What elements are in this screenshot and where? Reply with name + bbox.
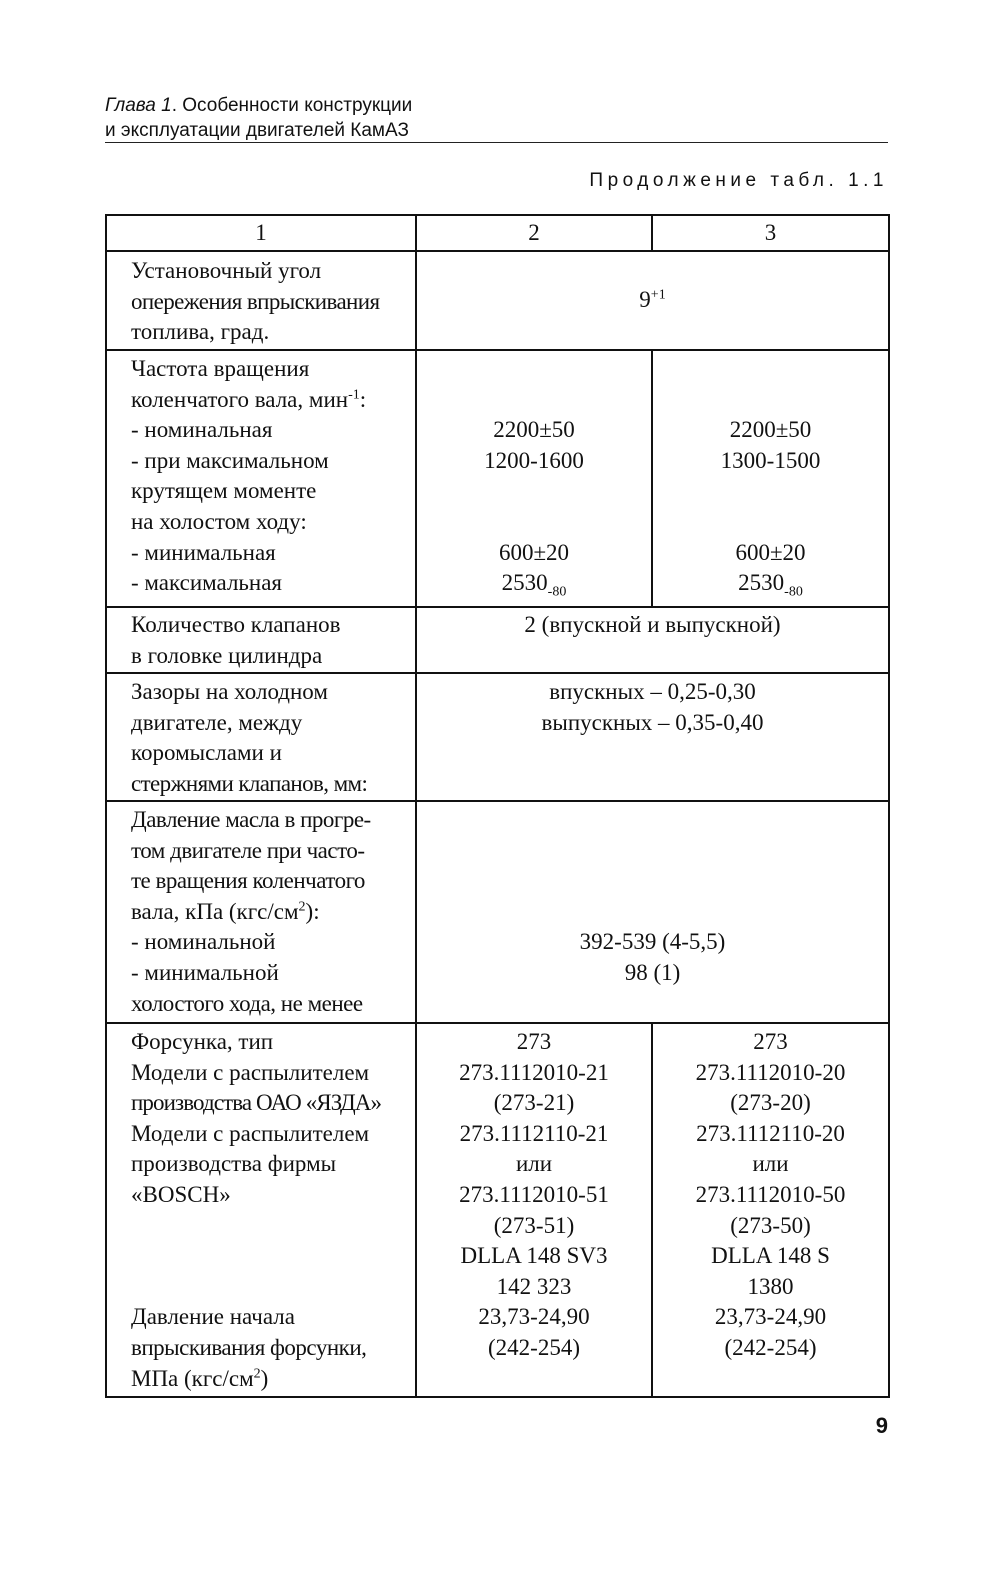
angle-tolerance: +1 [650, 287, 666, 303]
label-line: двигателе, между [131, 709, 303, 735]
unit-exponent: 2 [253, 1365, 261, 1381]
row-injector-col2 [416, 1023, 652, 1397]
label-line: Давление начала [131, 1304, 295, 1330]
value-line: 2 (впускной и выпускной) [524, 612, 781, 637]
row-valve-count [106, 607, 889, 673]
label-line: том двигателе при часто- [131, 837, 365, 863]
label-line: коромыслами и [131, 740, 282, 766]
row-valve-count-label [106, 607, 416, 673]
row-valve-clearance-label [106, 673, 416, 801]
value-line: 1200-1600 [484, 447, 584, 473]
value-tolerance: -80 [784, 584, 803, 600]
value-line [653, 568, 888, 599]
angle-value: 9 [639, 287, 651, 313]
label-line: Форсунка, тип [131, 1029, 274, 1054]
label-line [131, 897, 415, 928]
row-valve-count-value [416, 607, 889, 673]
label-line: опережения впрыскивания [131, 288, 380, 314]
specs-table [105, 214, 890, 1398]
label-text: ): [305, 898, 320, 924]
label-line: крутящем моменте [131, 478, 317, 504]
label-line: Модели с распылителем [131, 1059, 370, 1085]
col-header-1: 1 [106, 215, 416, 251]
value-line: 142 323 [496, 1273, 572, 1299]
label-line: Количество клапанов [131, 612, 341, 637]
value-line: 273 [516, 1029, 552, 1054]
row-crankshaft-speed-col3 [652, 350, 889, 607]
value-line: 1300-1500 [720, 447, 821, 473]
value-line: DLLA 148 SV3 [460, 1243, 608, 1269]
value-text: 2530 [738, 570, 785, 596]
value-line: (273-20) [730, 1090, 811, 1116]
label-line: - номинальной [131, 929, 276, 955]
value-line: 273.1112010-21 [459, 1059, 609, 1085]
header-rule [105, 142, 888, 143]
value-line: 600±20 [735, 539, 806, 565]
row-oil-pressure-value [416, 801, 889, 1023]
row-crankshaft-speed-col2 [416, 350, 652, 607]
value-line: впускных – 0,25-0,30 [549, 679, 756, 704]
label-text: : [359, 386, 367, 412]
value-line: (273-21) [493, 1090, 575, 1116]
label-line: Зазоры на холодном [131, 679, 328, 704]
value-line: 600±20 [498, 539, 570, 565]
row-injector-label [106, 1023, 416, 1397]
value-tolerance: -80 [547, 584, 567, 600]
unit-exponent: 2 [298, 899, 306, 915]
value-line: 2200±50 [729, 417, 812, 443]
row-injection-angle-label [106, 251, 416, 350]
label-line: холостого хода, не менее [131, 990, 363, 1016]
row-oil-pressure-label [106, 801, 416, 1023]
value-line: 273.1112010-50 [695, 1181, 846, 1207]
label-text: ) [260, 1365, 269, 1391]
value-line: (273-50) [730, 1212, 811, 1238]
value-line: (242-254) [724, 1334, 817, 1360]
label-line: те вращения коленчатого [131, 868, 365, 894]
value-line: 273.1112010-51 [459, 1181, 609, 1207]
value-line: или [515, 1151, 553, 1177]
label-text: коленчатого вала, мин [131, 386, 349, 412]
row-injector [106, 1023, 889, 1397]
label-line: впрыскивания форсунки, [131, 1334, 367, 1360]
label-line: «BOSCH» [131, 1181, 231, 1207]
running-header [105, 93, 888, 143]
value-line: DLLA 148 S [711, 1243, 830, 1269]
label-line: на холостом ходу: [131, 508, 307, 534]
row-injection-angle-value [416, 251, 889, 350]
col-header-3: 3 [652, 215, 889, 251]
unit-exponent: -1 [348, 386, 360, 402]
value-line: 2200±50 [493, 417, 575, 443]
label-line: - минимальная [131, 539, 276, 565]
row-injector-col3 [652, 1023, 889, 1397]
row-crankshaft-speed-label [106, 350, 416, 607]
label-text: вала, кПа (кгс/см [131, 898, 299, 924]
label-line: - при максимальном [131, 447, 329, 473]
label-line: Модели с распылителем [131, 1120, 370, 1146]
chapter-title-line-2: и эксплуатации двигателей КамАЗ [105, 120, 409, 141]
label-line: - максимальная [131, 570, 283, 596]
row-injection-angle [106, 251, 889, 350]
row-oil-pressure [106, 801, 889, 1023]
value-line: выпускных – 0,35-0,40 [541, 709, 764, 735]
label-line: в головке цилиндра [131, 642, 323, 668]
label-line: топлива, град. [131, 319, 270, 345]
value-line: 98 (1) [624, 959, 681, 985]
table-continuation-caption: Продолжение табл. 1.1 [589, 170, 888, 191]
table-header-row [106, 215, 889, 251]
value-line: 273.1112110-21 [459, 1120, 609, 1146]
row-valve-clearance-value [416, 673, 889, 801]
value-line [417, 568, 651, 599]
value-line: 23,73-24,90 [714, 1304, 827, 1330]
label-line: стержнями клапанов, мм: [131, 770, 368, 796]
col-header-2: 2 [416, 215, 652, 251]
label-line [131, 1364, 415, 1395]
label-line: Установочный угол [131, 258, 322, 283]
value-text: 2530 [501, 570, 548, 596]
label-line: Частота вращения [131, 356, 310, 381]
label-line: - номинальная [131, 417, 273, 443]
label-text: МПа (кгс/см [131, 1365, 254, 1391]
row-crankshaft-speed [106, 350, 889, 607]
value-line: (242-254) [488, 1334, 580, 1360]
page-number: 9 [875, 1413, 888, 1438]
value-line: 273.1112110-20 [696, 1120, 845, 1146]
label-line: - минимальной [131, 959, 279, 985]
value-line: (273-51) [493, 1212, 575, 1238]
chapter-title-line-1: . Особенности конструкции [171, 95, 413, 116]
value-line: 273 [753, 1029, 788, 1054]
value-line: 273.1112010-20 [695, 1059, 846, 1085]
row-valve-clearance [106, 673, 889, 801]
value-line: 23,73-24,90 [478, 1304, 590, 1330]
value-line: 1380 [747, 1273, 794, 1299]
chapter-label: Глава 1 [105, 95, 172, 116]
header-line-1 [105, 93, 888, 118]
value-line: 392-539 (4-5,5) [579, 929, 726, 955]
label-line: Давление масла в прогре- [131, 807, 371, 832]
label-line [131, 385, 415, 416]
value-line: или [752, 1151, 789, 1177]
label-line: производства ОАО «ЯЗДА» [131, 1090, 382, 1116]
label-line: производства фирмы [131, 1151, 337, 1177]
